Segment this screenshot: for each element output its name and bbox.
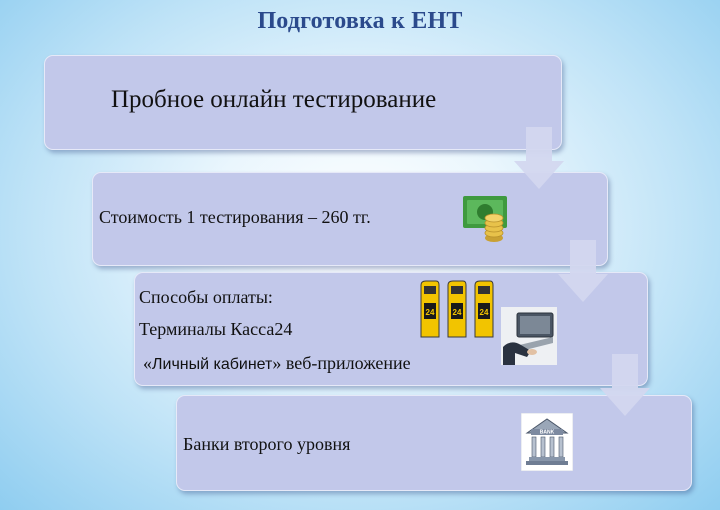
step-box-online-test: [44, 55, 562, 150]
payment-terminal-icon: [417, 279, 497, 341]
personal-cabinet-text: «Личный кабинет» веб-приложение: [143, 353, 411, 373]
step-text-online-test: Пробное онлайн тестирование: [111, 86, 437, 113]
down-arrow-icon: [512, 127, 566, 191]
payment-methods-label: Способы оплаты:: [139, 287, 273, 307]
terminals-kassa24-text: Терминалы Касса24: [139, 319, 293, 339]
page-title: Подготовка к ЕНТ: [257, 8, 463, 34]
bank-icon: [521, 413, 573, 471]
step-text-banks: Банки второго уровня: [183, 434, 351, 454]
laptop-user-icon: [501, 307, 557, 365]
money-icon: [461, 193, 513, 245]
step-text-cost: Стоимость 1 тестирования – 260 тг.: [99, 207, 371, 227]
down-arrow-icon: [556, 240, 610, 304]
svg-text:24: 24: [479, 308, 489, 317]
svg-text:24: 24: [452, 308, 462, 317]
svg-text:24: 24: [425, 308, 435, 317]
svg-text:BANK: BANK: [539, 429, 555, 436]
down-arrow-icon: [598, 354, 652, 418]
